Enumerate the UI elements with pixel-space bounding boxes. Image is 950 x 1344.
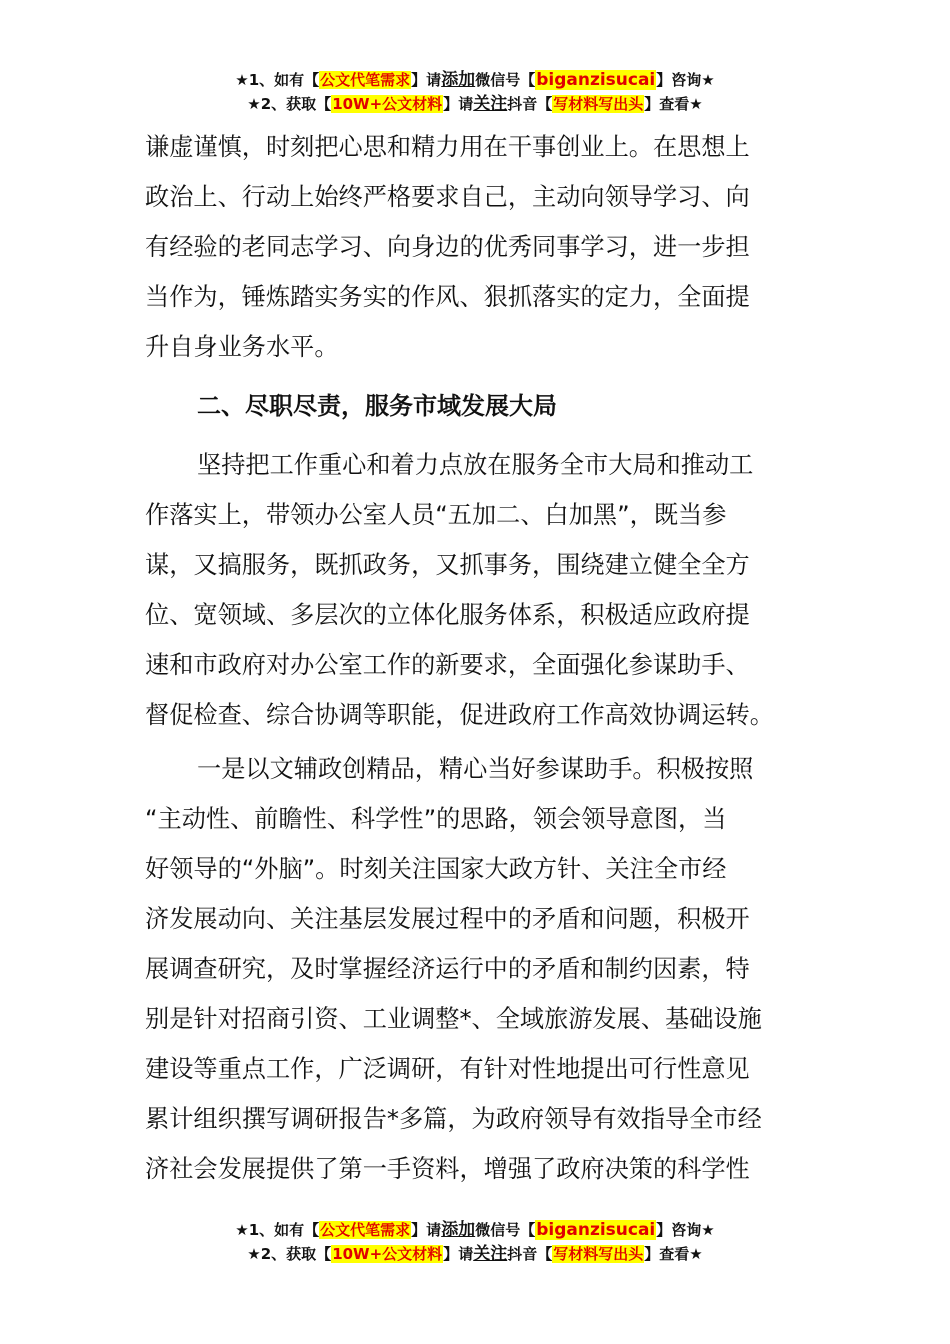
banner-text: 】请 <box>411 1221 442 1239</box>
footer-banner <box>0 1218 950 1266</box>
text-line: 济发展动向、关注基层发展过程中的矛盾和问题，积极开 <box>145 905 750 933</box>
text-line: 升自身业务水平。 <box>145 333 339 361</box>
banner-text: ★2、获取【 <box>247 1245 332 1263</box>
banner-text: ★2、获取【 <box>247 95 332 113</box>
text-line: 谦虚谨慎，时刻把心思和精力用在干事创业上。在思想上 <box>145 133 750 161</box>
banner-text: 】请 <box>443 1245 474 1263</box>
text-line: 谋，又搞服务，既抓政务，又抓事务，围绕建立健全全方 <box>145 551 750 579</box>
banner-underline: 添加 <box>441 70 476 90</box>
banner-text: 】请 <box>411 71 442 89</box>
banner-line-1 <box>0 68 950 92</box>
text-line: 展调查研究，及时掌握经济运行中的矛盾和制约因素，特 <box>145 955 750 983</box>
banner-highlight: 10W+公文材料 <box>332 95 443 113</box>
text-line: 当作为，锤炼踏实务实的作风、狠抓落实的定力，全面提 <box>145 283 750 311</box>
banner-underline: 关注 <box>473 94 508 114</box>
banner-text: 】查看★ <box>644 95 703 113</box>
text-line: 一是以文辅政创精品，精心当好参谋助手。积极按照 <box>197 755 754 783</box>
banner-wechat-id: biganzisucai <box>536 1220 656 1240</box>
banner-text: 微信号【 <box>475 71 536 89</box>
text-line: 好领导的“外脑”。时刻关注国家大政方针、关注全市经 <box>145 855 727 883</box>
text-line: “主动性、前瞻性、科学性”的思路，领会领导意图，当 <box>145 805 727 833</box>
banner-line-2 <box>0 1242 950 1266</box>
banner-underline: 关注 <box>473 1244 508 1264</box>
paragraph-3 <box>145 744 810 1194</box>
text-line: 建设等重点工作，广泛调研，有针对性地提出可行性意见 <box>145 1055 750 1083</box>
document-body <box>145 122 810 1194</box>
paragraph-2 <box>145 440 810 740</box>
paragraph-1 <box>145 122 810 372</box>
text-line: 位、宽领域、多层次的立体化服务体系，积极适应政府提 <box>145 601 750 629</box>
banner-text: 抖音【 <box>507 95 553 113</box>
banner-douyin-id: 写材料写出头 <box>553 95 644 113</box>
banner-text: 抖音【 <box>507 1245 553 1263</box>
banner-line-2 <box>0 92 950 116</box>
banner-text: 微信号【 <box>475 1221 536 1239</box>
text-line: 济社会发展提供了第一手资料，增强了政府决策的科学性 <box>145 1155 750 1183</box>
banner-text: 】请 <box>443 95 474 113</box>
banner-text: ★1、如有【 <box>235 71 320 89</box>
banner-text: 】咨询★ <box>656 71 715 89</box>
banner-highlight: 公文代笔需求 <box>320 71 411 89</box>
banner-line-1 <box>0 1218 950 1242</box>
text-line: 累计组织撰写调研报告*多篇，为政府领导有效指导全市经 <box>145 1105 762 1133</box>
text-line: 作落实上，带领办公室人员“五加二、白加黑”，既当参 <box>145 501 727 529</box>
text-line: 别是针对招商引资、工业调整*、全域旅游发展、基础设施 <box>145 1005 762 1033</box>
header-banner <box>0 68 950 116</box>
banner-text: 】查看★ <box>644 1245 703 1263</box>
banner-text: 】咨询★ <box>656 1221 715 1239</box>
text-line: 坚持把工作重心和着力点放在服务全市大局和推动工 <box>197 451 754 479</box>
text-line: 速和市政府对办公室工作的新要求，全面强化参谋助手、 <box>145 651 750 679</box>
banner-highlight: 10W+公文材料 <box>332 1245 443 1263</box>
section-heading: 二、尽职尽责，服务市域发展大局 <box>197 392 557 420</box>
banner-underline: 添加 <box>441 1220 476 1240</box>
banner-wechat-id: biganzisucai <box>536 70 656 90</box>
banner-text: ★1、如有【 <box>235 1221 320 1239</box>
text-line: 有经验的老同志学习、向身边的优秀同事学习，进一步担 <box>145 233 750 261</box>
banner-highlight: 公文代笔需求 <box>320 1221 411 1239</box>
text-line: 督促检查、综合协调等职能，促进政府工作高效协调运转。 <box>145 701 774 729</box>
banner-douyin-id: 写材料写出头 <box>553 1245 644 1263</box>
text-line: 政治上、行动上始终严格要求自己，主动向领导学习、向 <box>145 183 750 211</box>
